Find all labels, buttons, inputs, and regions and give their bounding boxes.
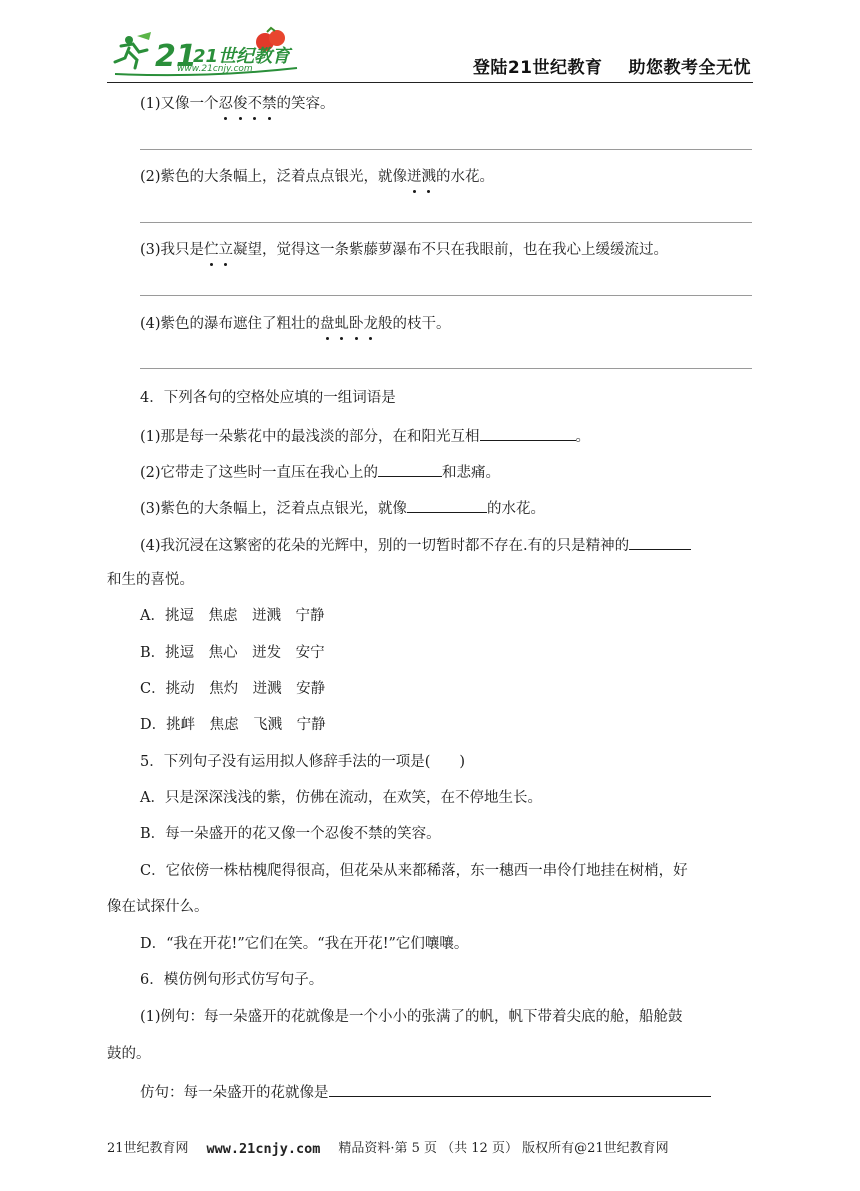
answer-line-3[interactable] (140, 295, 752, 296)
answer-line-4[interactable] (140, 368, 752, 369)
q4-sentence-1: (1)那是每一朵紫花中的最浅淡的部分，在和阳光互相 。 (140, 425, 590, 447)
answer-line-1[interactable] (140, 149, 752, 150)
q3-sentence-4: (4)紫色的瀑布遮住了粗壮的盘虬卧龙般的枝干。 (140, 316, 451, 332)
q6-example: (1)例句：每一朵盛开的花就像是一个小小的张满了的帆，帆下带着尖底的舱，船舱鼓 (140, 1009, 683, 1025)
q4-option-d[interactable]: D．挑衅 焦虑 飞溅 宁静 (140, 717, 326, 733)
q4-stem: 4．下列各句的空格处应填的一组词语是 (140, 390, 396, 406)
logo-text: 21世纪教育 (193, 46, 291, 67)
q4-sentence-2: (2)它带走了这些时一直压在我心上的 和悲痛。 (140, 461, 500, 483)
q3-sentence-1: (1)又像一个忍俊不禁的笑容。 (140, 96, 335, 112)
q3-sentence-3: (3)我只是伫立凝望，觉得这一条紫藤萝瀑布不只在我眼前，也在我心上缓缓流过。 (140, 242, 669, 258)
q6-stem: 6．模仿例句形式仿写句子。 (140, 972, 324, 988)
fill-blank-4[interactable] (629, 534, 691, 550)
fill-blank-2[interactable] (378, 461, 442, 477)
fill-blank-3[interactable] (407, 497, 487, 513)
q5-stem: 5．下列句子没有运用拟人修辞手法的一项是( ) (140, 754, 466, 770)
q5-option-a[interactable]: A．只是深深浅浅的紫，仿佛在流动，在欢笑，在不停地生长。 (140, 790, 542, 806)
slogan-help: 助您教考全无忧 (628, 58, 751, 78)
footer-info: 精品资料·第 5 页 （共 12 页） 版权所有@21世纪教育网 (338, 1141, 669, 1156)
header-slogan (473, 53, 751, 78)
page-header (107, 22, 753, 83)
svg-text:21: 21 (155, 39, 197, 74)
q4-sentence-3: (3)紫色的大条幅上，泛着点点银光，就像 的水花。 (140, 497, 545, 519)
q4-option-c[interactable]: C．挑动 焦灼 迸溅 安静 (140, 681, 326, 697)
q5-option-c[interactable]: C．它依傍一株枯槐爬得很高，但花朵从来都稀落，东一穗西一串伶仃地挂在树梢，好 (140, 863, 688, 879)
q6-example-cont: 鼓的。 (107, 1046, 151, 1062)
brand-logo (107, 22, 307, 80)
imitate-blank[interactable] (329, 1081, 711, 1097)
footer-site: 21世纪教育网 (107, 1141, 189, 1156)
slogan-login: 登陆21世纪教育 (472, 58, 603, 78)
q6-imitate: 仿句：每一朵盛开的花就像是 (140, 1081, 711, 1103)
q3-sentence-2: (2)紫色的大条幅上，泛着点点银光，就像迸溅的水花。 (140, 169, 495, 185)
q5-option-d[interactable]: D．“我在开花!”它们在笑。“我在开花!”它们嚷嚷。 (140, 936, 469, 952)
fill-blank-1[interactable] (480, 425, 576, 441)
q5-option-b[interactable]: B．每一朵盛开的花又像一个忍俊不禁的笑容。 (140, 826, 441, 842)
footer-url[interactable]: www.21cnjy.com (206, 1141, 321, 1157)
q4-option-b[interactable]: B．挑逗 焦心 迸发 安宁 (140, 645, 325, 661)
q4-option-a[interactable]: A．挑逗 焦虑 迸溅 宁静 (140, 608, 325, 624)
q5-option-c-cont: 像在试探什么。 (107, 899, 209, 915)
logo-sub: www.21cnjy.com (177, 64, 253, 74)
answer-line-2[interactable] (140, 222, 752, 223)
q4-sentence-4: (4)我沉浸在这繁密的花朵的光辉中，别的一切暂时都不存在.有的只是精神的 (140, 534, 691, 556)
page-footer (107, 1140, 753, 1158)
q4-sentence-4-cont: 和生的喜悦。 (107, 572, 194, 588)
